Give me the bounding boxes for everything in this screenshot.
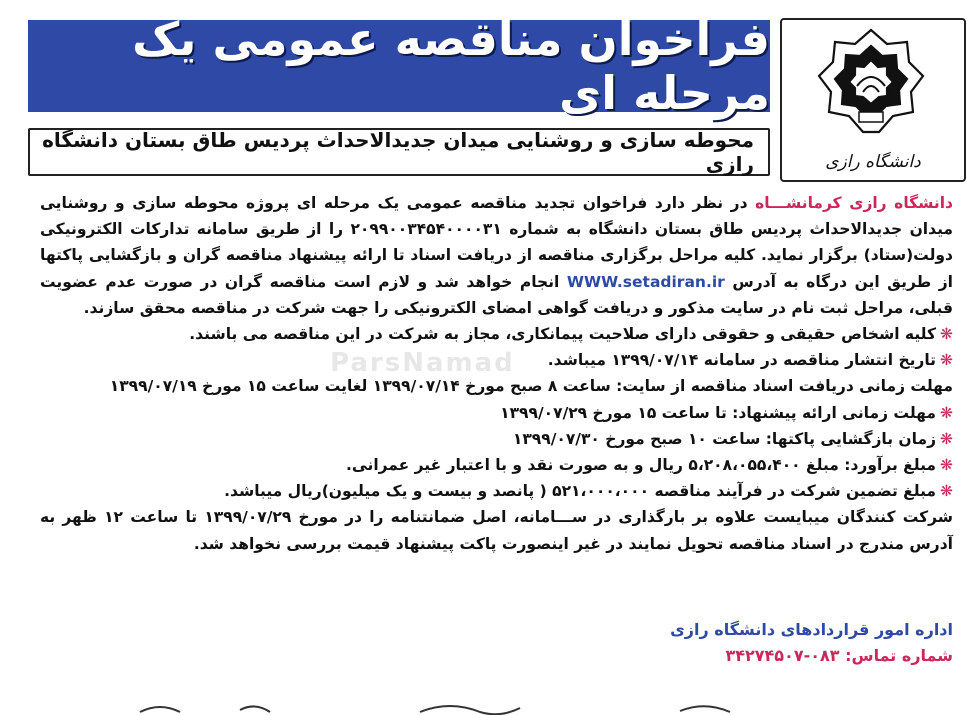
razi-university-logo-icon [788,24,954,142]
bullet-icon: ❋ [940,456,953,475]
intro-text-1: در نظر دارد فراخوان تجدید مناقصه عمومی یک مرحله ای پروژه محوطه سازی و روشنایی میدان جدیدالاحداث پردیس طاق بستان دانشگاه به شماره ۲۰۹۹۰۰۳۴۵۴۰۰۰۰۳۱ را از طریق سامانه تدارکات الکترونیکی دولت(ستاد) برگزار نماید. کلیه مراحل برگزاری مناقصه از دریافت اسناد تا ارائه پیشنهاد مناقصه گران و بازگشایی پاکتها از طریق این درگاه به آدرس [40,194,953,291]
watermark: ParsNamad [330,348,515,378]
list-item: ❋زمان بازگشایی پاکتها: ساعت ۱۰ صبح مورخ ۱۳۹۹/۰۷/۳۰ [512,429,953,448]
list-item: ❋تاریخ انتشار مناقصه در سامانه ۱۳۹۹/۰۷/۱۴ میباشد. [547,351,953,370]
list-item: مهلت زمانی دریافت اسناد مناقصه از سایت: ساعت ۸ صبح مورخ ۱۳۹۹/۰۷/۱۴ لغایت ساعت ۱۵ مورخ ۱۳۹۹/۰۷/۱۹ [109,377,953,396]
list-item: ❋مهلت زمانی ارائه پیشنهاد: تا ساعت ۱۵ مورخ ۱۳۹۹/۰۷/۲۹ [500,403,953,422]
title-banner [28,12,770,120]
intro-text-2: انجام خواهد شد و لازم است مناقصه گران در صورت عدم عضویت قبلی، مراحل ثبت نام در سایت مذکور و دریافت گواهی امضای الکترونیکی را جهت شرکت در مناقصه محقق سازند. [40,272,953,317]
page-title: فراخوان مناقصه عمومی یک مرحله ای [132,12,770,120]
bullet-icon: ❋ [940,403,953,422]
bullet-icon: ❋ [940,351,953,370]
notice-body [40,190,953,557]
list-item: ❋مبلغ تضمین شرکت در فرآیند مناقصه ۵۲۱،۰۰۰،۰۰۰ ( پانصد و بیست و یک میلیون)ریال میباشد. [224,482,953,501]
logo-caption: دانشگاه رازی [825,152,921,172]
subtitle-box [28,128,770,176]
intro-paragraph [40,190,953,321]
setadiran-link[interactable]: WWW.setadiran.ir [566,272,725,291]
bullet-icon: ❋ [940,429,953,448]
logo-box [780,18,966,182]
project-subtitle: محوطه سازی و روشنایی میدان جدیدالاحداث پردیس طاق بستان دانشگاه رازی [42,128,754,176]
organization-name: دانشگاه رازی کرمانشـــاه [755,194,954,212]
contact-block [670,617,953,669]
closing-paragraph: شرکت کنندگان میبایست علاوه بر بارگذاری در ســـامانه، اصل ضمانتنامه را در مورخ ۱۳۹۹/۰۷/۲۹ تا ساعت ۱۲ ظهر به آدرس مندرج در اسناد مناقصه تحویل نمایند در غیر اینصورت پاکت پیشنهاد قیمت بررسی نخواهد شد. [40,508,953,553]
handwriting-scrawl [120,700,940,715]
list-item: ❋کلیه اشخاص حقیقی و حقوقی دارای صلاحیت پیمانکاری، مجاز به شرکت در این مناقصه می باشند. [189,325,953,344]
bullet-icon: ❋ [940,325,953,344]
list-item: ❋مبلغ برآورد: مبلغ ۵،۲۰۸،۰۵۵،۴۰۰ ریال و به صورت نقد و با اعتبار غیر عمرانی. [345,456,953,475]
department-name: اداره امور قراردادهای دانشگاه رازی [670,620,953,639]
phone-number: شماره تماس: ۰۸۳-۳۴۲۷۴۵۰۷ [725,646,953,665]
bullet-icon: ❋ [940,482,953,501]
